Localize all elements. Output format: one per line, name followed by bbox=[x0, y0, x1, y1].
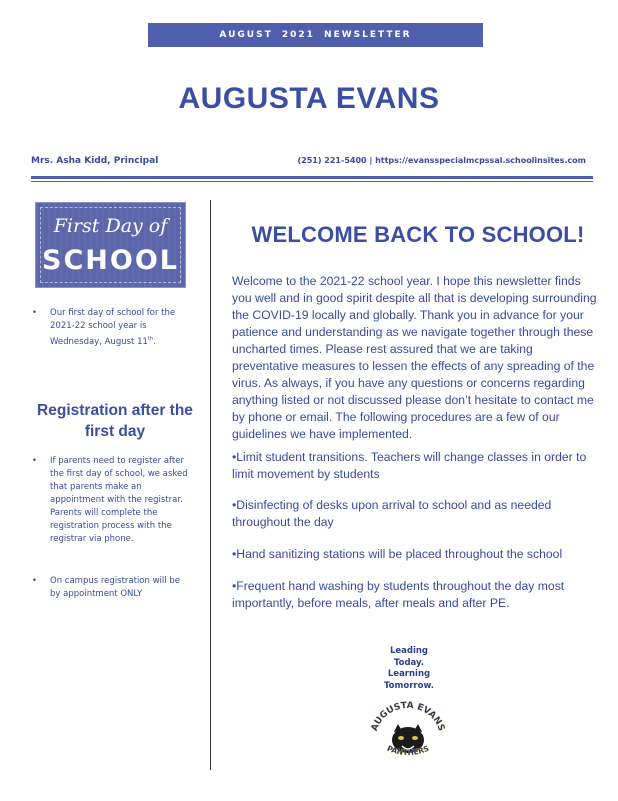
guideline-item: •Frequent hand washing by students throughout the day most importantly, before meals, after meals and after PE. bbox=[232, 579, 565, 610]
list-item: • Our first day of school for the 2021-22 school year is Wednesday, August 11th. bbox=[30, 307, 190, 349]
header-divider-thin bbox=[31, 181, 593, 182]
school-name: AUGUSTA EVANS bbox=[178, 82, 440, 115]
panthers-logo bbox=[368, 698, 448, 766]
list-item: • If parents need to register after the first day of school, we asked that parents make an appointment with the registrar. Parents will complete the registration process with the registrar via phone. bbox=[30, 455, 190, 546]
first-day-of-school-image bbox=[35, 202, 186, 288]
registration-list bbox=[30, 455, 190, 546]
svg-text:PANTHERS: PANTHERS bbox=[385, 743, 431, 758]
newsletter-banner: AUGUST 2021 NEWSLETTER bbox=[148, 23, 483, 47]
welcome-heading: WELCOME BACK TO SCHOOL! bbox=[251, 222, 585, 247]
first-day-note bbox=[30, 307, 190, 349]
guideline-item: •Hand sanitizing stations will be placed throughout the school bbox=[232, 547, 563, 561]
first-day-image-line2: SCHOOL bbox=[42, 245, 179, 276]
registration-list-2 bbox=[30, 575, 190, 601]
header-divider bbox=[31, 176, 593, 179]
list-item: • On campus registration will be by appointment ONLY bbox=[30, 575, 190, 601]
guideline-item: •Disinfecting of desks upon arrival to school and as needed throughout the day bbox=[232, 498, 552, 529]
first-day-image-line1: First Day of bbox=[53, 215, 168, 237]
registration-heading: Registration after the first day bbox=[37, 402, 193, 440]
principal-name: Mrs. Asha Kidd, Principal bbox=[31, 156, 159, 166]
school-motto: Leading Today. Learning Tomorrow. bbox=[384, 646, 434, 691]
intro-paragraph: Welcome to the 2021-22 school year. I hope this newsletter finds you well and in good spirit despite all that is developing surrounding the COVID-19 locally and globally. Thank you in advance for your patience and understanding as we navigate together through these uncharted times. Please rest assured that we are taking preventative measures to lessen the effects of any spreading of the virus. As always, if you have any questions or concerns regarding anything listed or not discussed please don’t hesitate to contact me by phone or email. The following procedures are a few of our guidelines we have implemented. bbox=[232, 274, 597, 441]
contact-info: (251) 221-5400 | https://evansspecialmcpssal.schoolinsites.com bbox=[297, 156, 586, 165]
column-divider bbox=[210, 200, 211, 770]
svg-text:AUGUSTA EVANS: AUGUSTA EVANS bbox=[369, 700, 447, 733]
guideline-item: •Limit student transitions. Teachers will change classes in order to limit movement by students bbox=[232, 450, 587, 481]
